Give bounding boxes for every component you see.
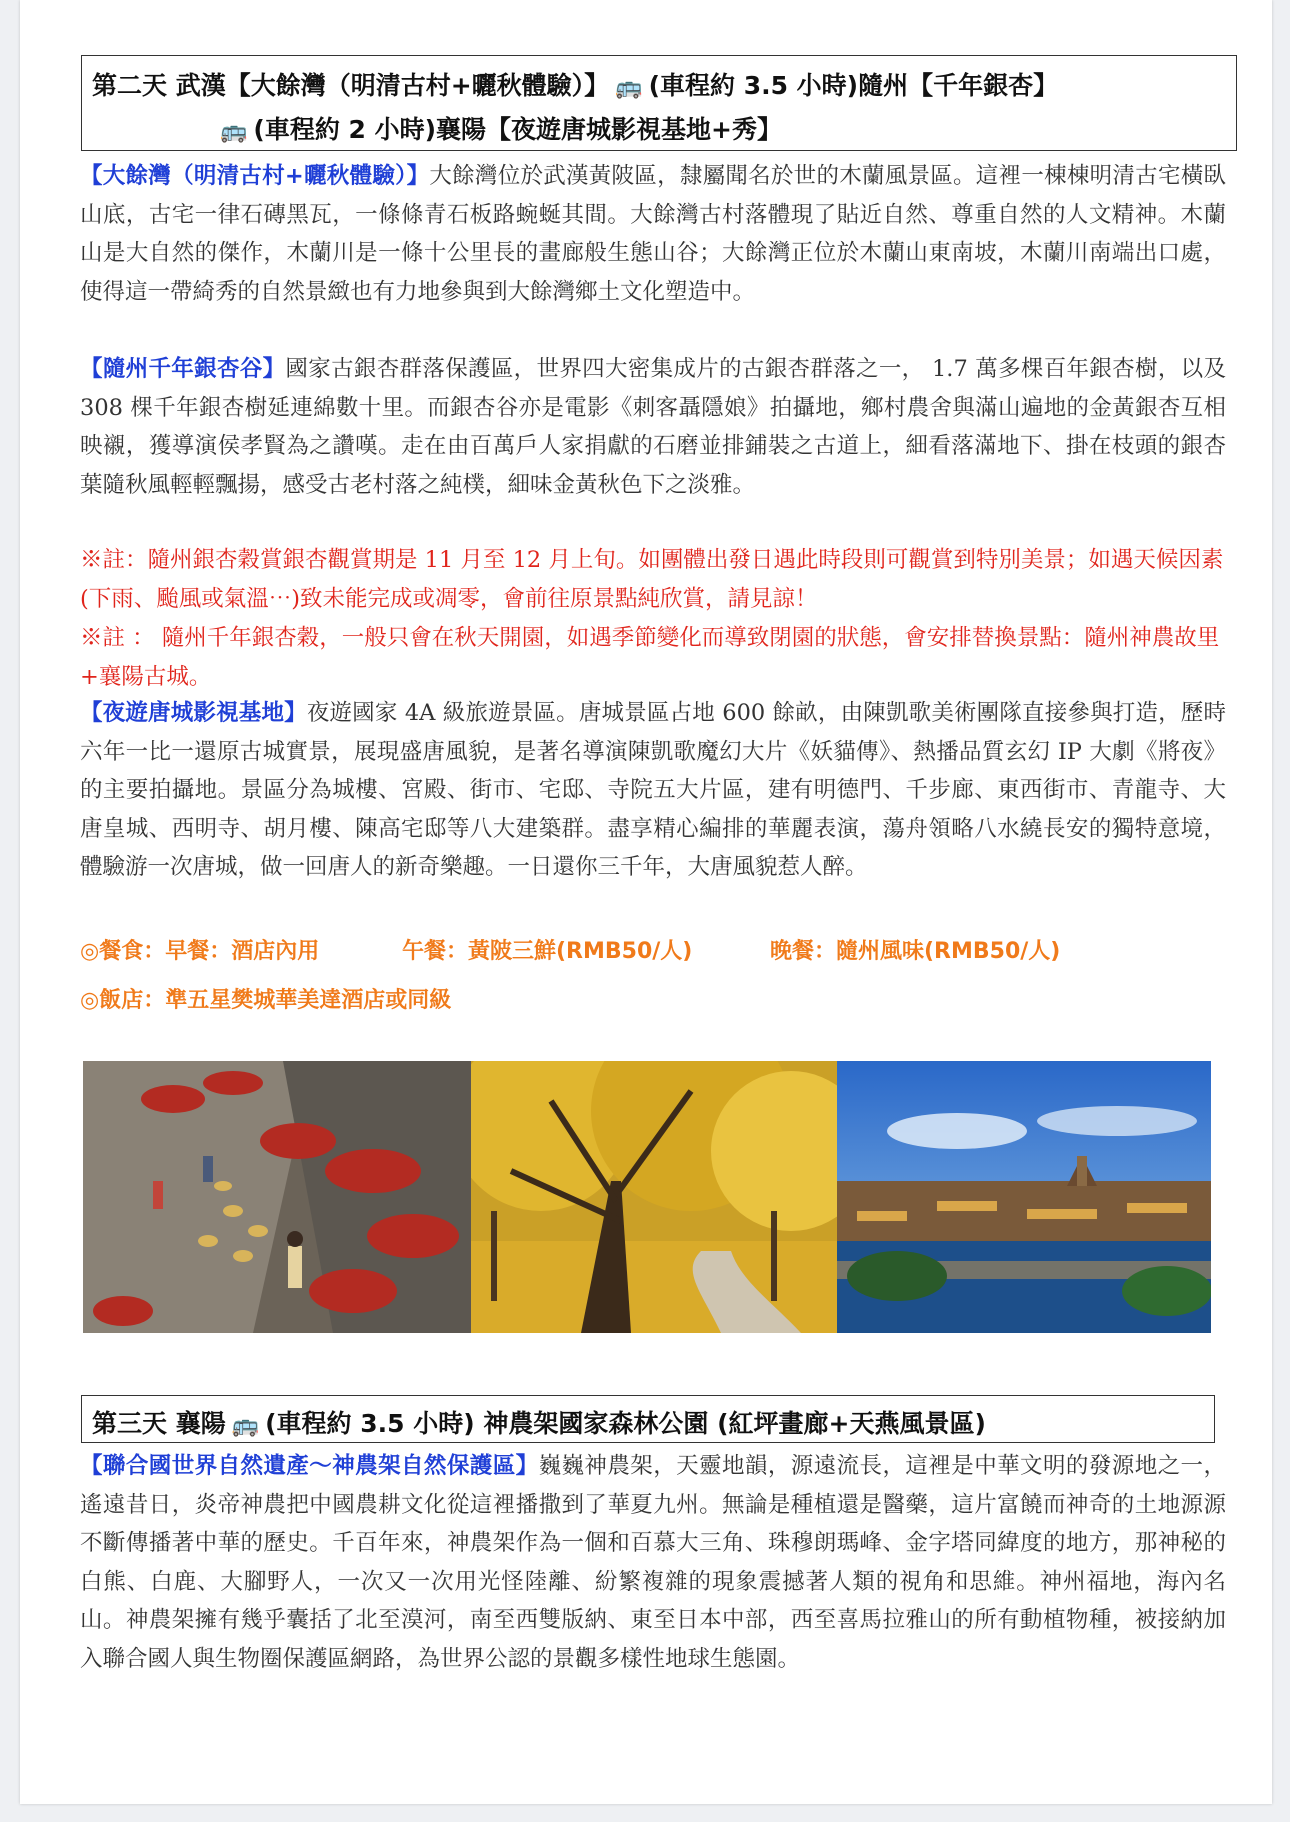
photo-village-drying-crops xyxy=(83,1061,471,1333)
section-heading: 【隨州千年銀杏谷】 xyxy=(80,356,286,382)
day2-title-box xyxy=(81,55,1237,151)
day3-paragraph-shennongjia: 【聯合國世界自然遺產～神農架自然保護區】巍巍神農架，天靈地韻，源遠流長，這裡是中華文明的發源地之一，遙遠昔日，炎帝神農把中國農耕文化從這裡播撒到了華夏九州。無論是種植還是醫藥，這片富饒而神奇的土地源源不斷傳播著中華的歷史。千百年來，神農架作為一個和百慕大三角、珠穆朗瑪峰、金字塔同緯度的地方，那神秘的白熊、白鹿、大腳野人，一次又一次用光怪陸離、紛繁複雜的現象震撼著人類的視角和思維。神州福地，海內名山。神農架擁有幾乎囊括了北至漠河，南至西雙版納、東至日本中部，西至喜馬拉雅山的所有動植物種，被接納加入聯合國人與生物圈保護區網路，為世界公認的景觀多樣性地球生態園。 xyxy=(80,1453,1226,1672)
day2-title-line2: 🚌 (車程約 2 小時)襄陽【夜遊唐城影視基地+秀】 xyxy=(220,115,783,144)
bus-icon: 🚌 xyxy=(231,1413,260,1438)
bus-icon: 🚌 xyxy=(220,119,248,144)
day2-paragraph-ginkgo: 【隨州千年銀杏谷】國家古銀杏群落保護區，世界四大密集成片的古銀杏群落之一， 1.7 萬多棵百年銀杏樹，以及 308 棵千年銀杏樹延連綿數十里。而銀杏谷亦是電影《刺客聶隱娘》拍攝地，鄉村農舍與滿山遍地的金黃銀杏互相映襯，獲導演侯孝賢為之讚嘆。走在由百萬戶人家捐獻的石磨並排鋪裝之古道上，細看落滿地下、掛在枝頭的銀杏葉隨秋風輕輕飄揚，感受古老村落之純樸，細味金黃秋色下之淡雅。 xyxy=(80,356,1226,498)
note-ginkgo-season: ※註：隨州銀杏穀賞銀杏觀賞期是 11 月至 12 月上旬。如團體出發日遇此時段則可觀賞到特別美景；如遇天候因素(下雨、颱風或氣溫⋯)致未能完成或凋零，會前往原景點純欣賞，請見諒！ xyxy=(80,547,1224,612)
day2-title-line1: 第二天 武漢【大餘灣（明清古村+曬秋體驗）】 🚌 (車程約 3.5 小時)隨州【千年銀杏】 xyxy=(92,71,1059,100)
day2-paragraph-tangcheng: 【夜遊唐城影視基地】夜遊國家 4A 級旅遊景區。唐城景區占地 600 餘畝，由陳凱歌美術團隊直接參與打造，歷時六年一比一還原古城實景，展現盛唐風貌，是著名導演陳凱歌魔幻大片《妖貓傳》、熱播品質玄幻 IP 大劇《將夜》的主要拍攝地。景區分為城樓、宮殿、街市、宅邸、寺院五大片區，建有明德門、千步廊、東西街市、青龍寺、大唐皇城、西明寺、胡月樓、陳高宅邸等八大建築群。盡享精心編排的華麗表演，蕩舟領略八水繞長安的獨特意境，體驗游一次唐城，做一回唐人的新奇樂趣。一日還你三千年，大唐風貌惹人醉。 xyxy=(80,700,1226,880)
day3-title-line: 第三天 襄陽 🚌 (車程約 3.5 小時) 神農架國家森林公園 (紅坪畫廊+天燕風景區) xyxy=(92,1409,986,1438)
bus-icon: 🚌 xyxy=(615,75,643,100)
section-heading: 【聯合國世界自然遺產～神農架自然保護區】 xyxy=(80,1453,539,1479)
section-heading: 【夜遊唐城影視基地】 xyxy=(80,700,307,726)
day2-paragraph-dayuwan: 【大餘灣（明清古村+曬秋體驗）】大餘灣位於武漢黃陂區，隸屬聞名於世的木蘭風景區。這裡一棟棟明清古宅橫臥山底，古宅一律石磚黑瓦，一條條青石板路蜿蜒其間。大餘灣古村落體現了貼近自然、尊重自然的人文精神。木蘭山是大自然的傑作，木蘭川是一條十公里長的畫廊般生態山谷；大餘灣正位於木蘭山東南坡，木蘭川南端出口處，使得這一帶綺秀的自然景緻也有力地參與到大餘灣鄉土文化塑造中。 xyxy=(80,163,1226,305)
photo-tang-city-lake xyxy=(837,1061,1211,1333)
hotel-info: ◎飯店：準五星樊城華美達酒店或同級 xyxy=(80,988,452,1013)
meals-info: ◎餐食：早餐：酒店內用 午餐：黃陂三鮮(RMB50/人) 晚餐：隨州風味(RMB50/人) xyxy=(80,939,1061,964)
section-heading: 【大餘灣（明清古村+曬秋體驗）】 xyxy=(80,163,430,189)
itinerary-page xyxy=(20,0,1272,1804)
note-ginkgo-closure: ※註 ： 隨州千年銀杏穀，一般只會在秋天開園，如遇季節變化而導致閉園的狀態，會安排替換景點：隨州神農故里+襄陽古城。 xyxy=(80,625,1220,690)
day3-title-box xyxy=(81,1395,1215,1443)
photo-golden-ginkgo-trees xyxy=(471,1061,837,1333)
